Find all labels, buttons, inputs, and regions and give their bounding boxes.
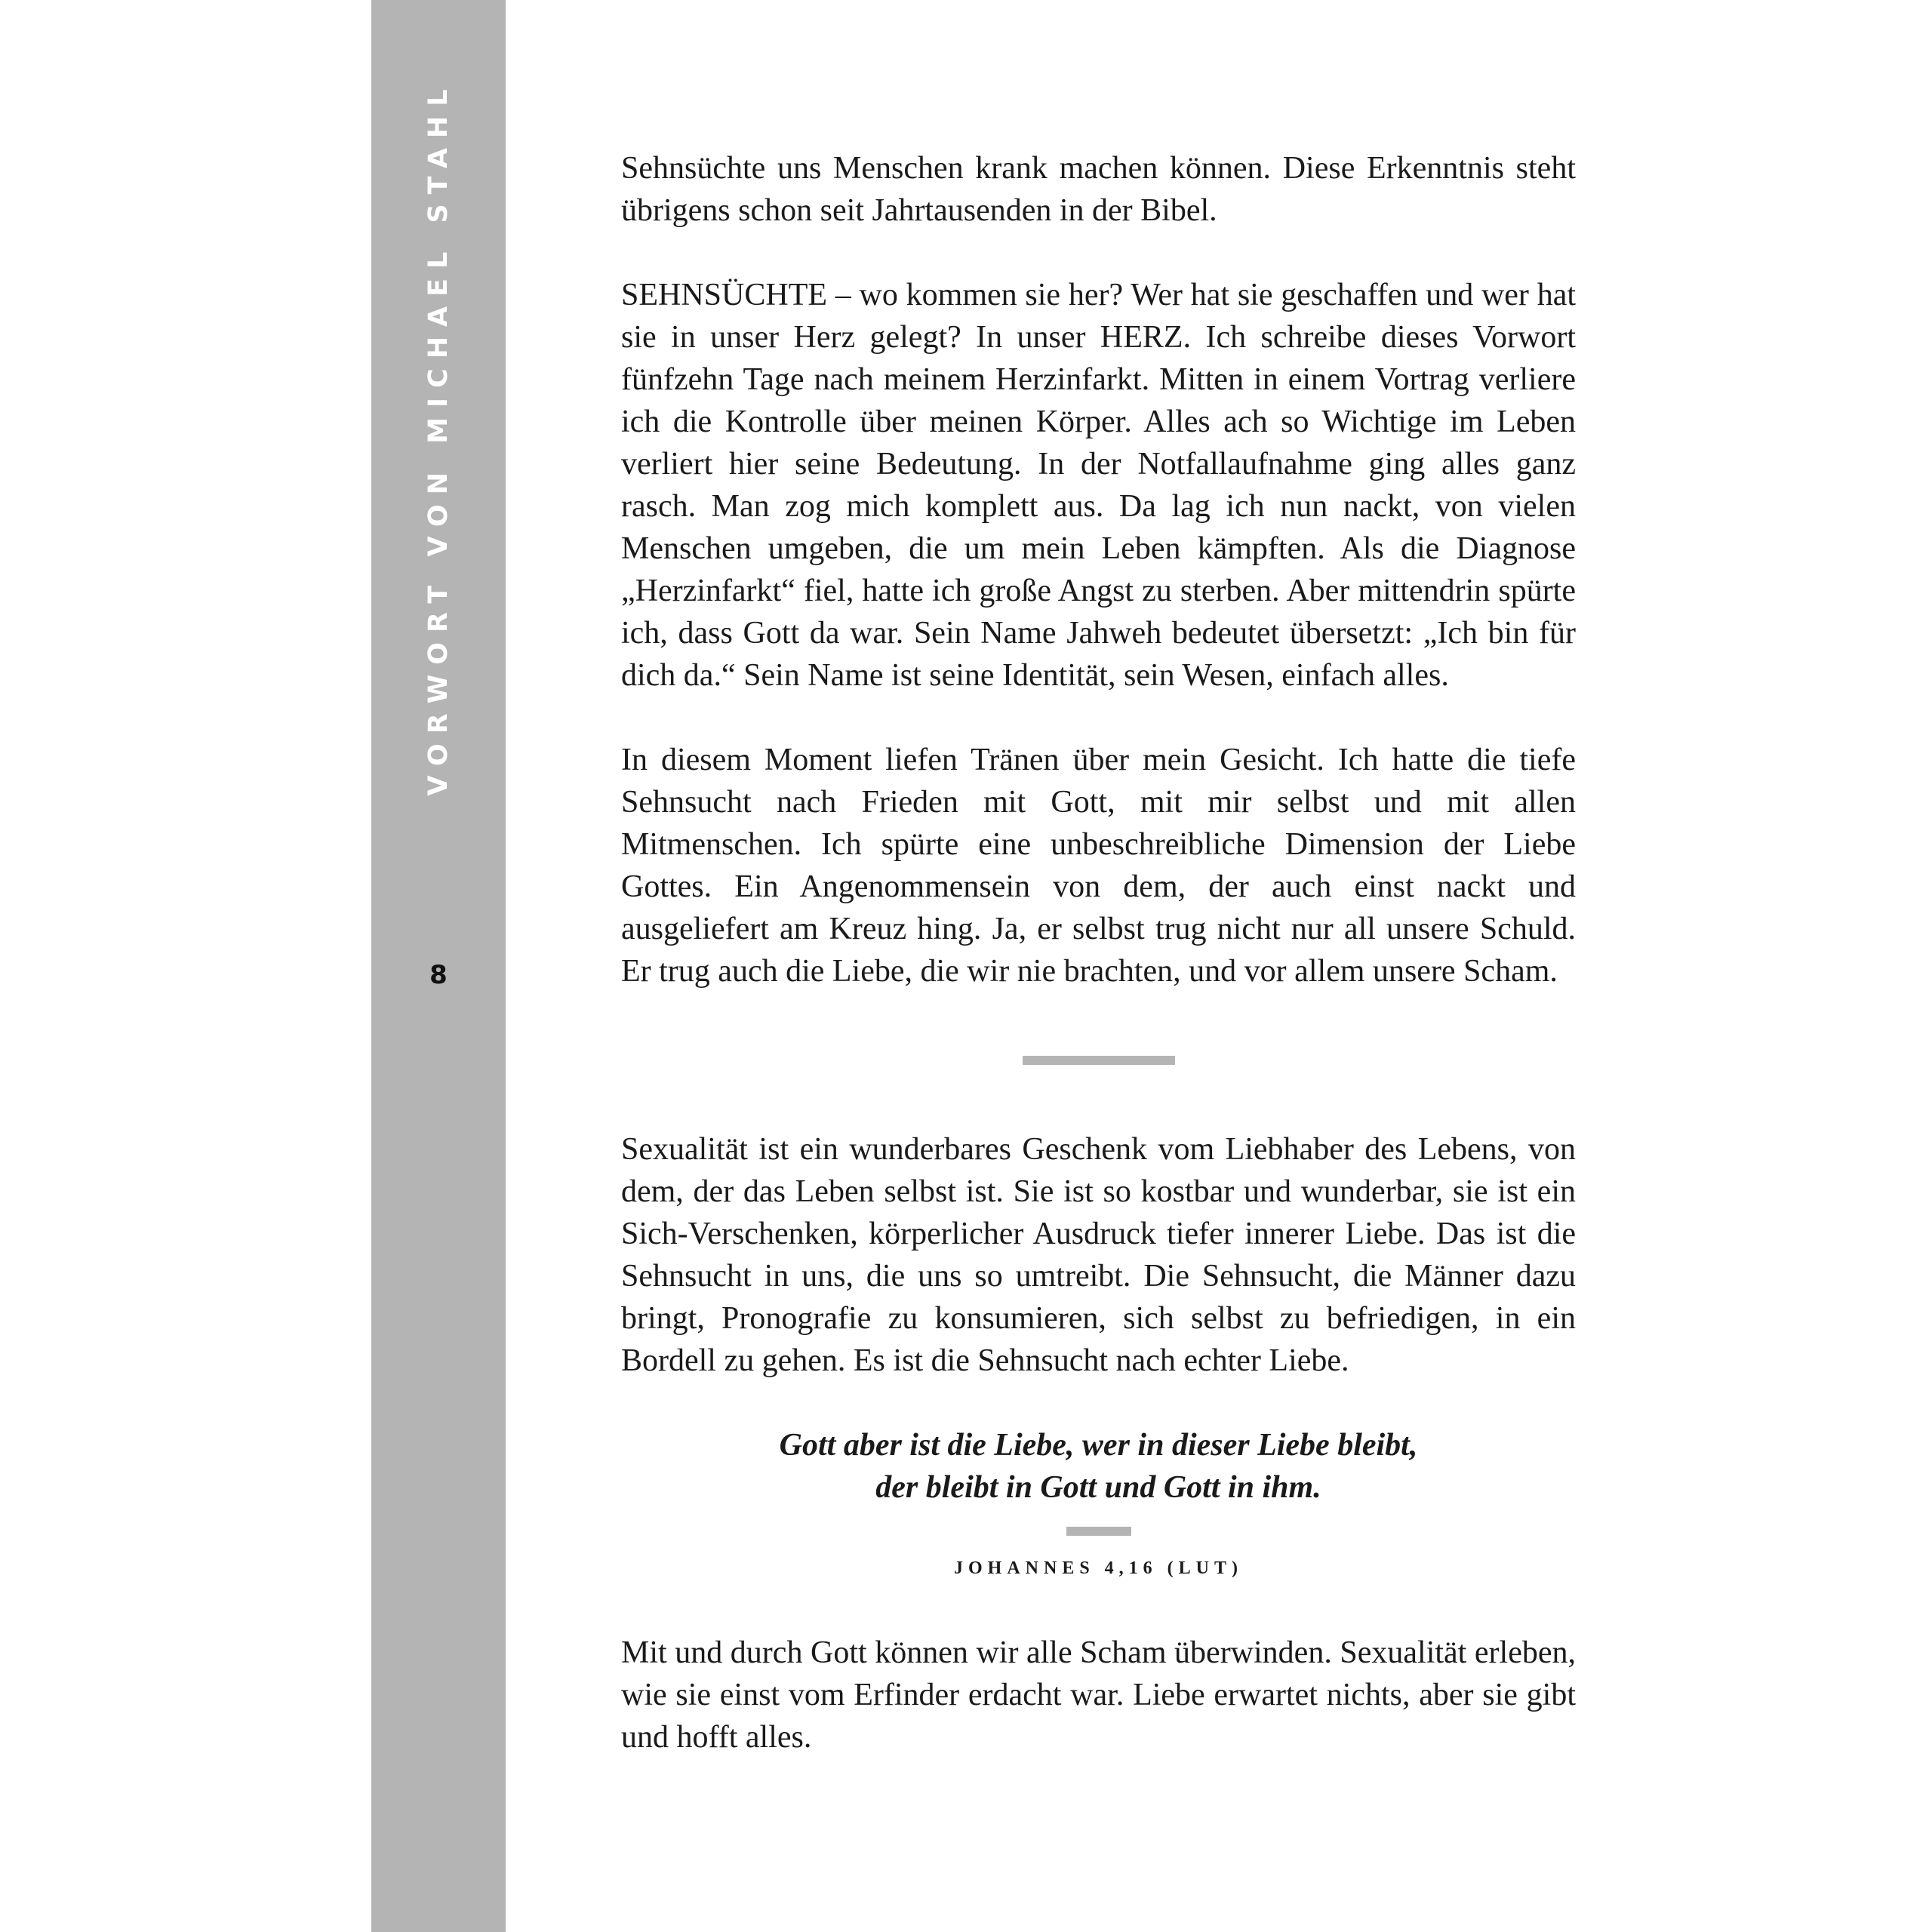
quote-line-2: der bleibt in Gott und Gott in ihm. — [875, 1470, 1321, 1505]
quote-divider — [1066, 1527, 1131, 1536]
bible-quote — [621, 1424, 1576, 1579]
paragraph-1: Sehnsüchte uns Menschen krank machen können. Diese Erkenntnis steht übrigens schon seit Jahrtausenden in der Bibel. — [621, 151, 1576, 228]
running-head: VORWORT VON MICHAEL STAHL — [423, 79, 454, 796]
paragraph-4: Sexualität ist ein wunderbares Geschenk vom Liebhaber des Lebens, von dem, der das Leben selbst ist. Sie ist so kostbar und wunderbar, sie ist ein Sich-Verschenken, körperlicher Ausdruck tiefer innerer Liebe. Das ist die Sehnsucht in uns, die uns so umtreibt. Die Sehnsucht, die Männer dazu bringt, Pronografie zu konsumieren, sich selbst zu befriedigen, in ein Bordell zu gehen. Es ist die Sehnsucht nach echter Liebe. — [621, 1132, 1576, 1378]
paragraph-2: SEHNSÜCHTE – wo kommen sie her? Wer hat sie geschaffen und wer hat sie in unser Herz gelegt? In unser HERZ. Ich schreibe dieses Vorwort fünfzehn Tage nach meinem Herzinfarkt. Mitten in einem Vortrag verliere ich die Kontrolle über meinen Körper. Alles ach so Wichtige im Leben verliert hier seine Bedeutung. In der Notfallaufnahme ging alles ganz rasch. Man zog mich komplett aus. Da lag ich nun nackt, von vielen Menschen umgeben, die um mein Leben kämpften. Als die Diagnose „Herzinfarkt“ fiel, hatte ich große Angst zu sterben. Aber mittendrin spürte ich, dass Gott da war. Sein Name Jahweh bedeutet übersetzt: „Ich bin für dich da.“ Sein Name ist seine Identität, sein Wesen, einfach alles. — [621, 278, 1576, 693]
paragraph-3: In diesem Moment liefen Tränen über mein Gesicht. Ich hatte die tiefe Sehnsucht nach Frieden mit Gott, mit mir selbst und mit allen Mitmenschen. Ich spürte eine unbeschreibliche Dimension der Liebe Gottes. Ein Angenommensein von dem, der auch einst nackt und ausgeliefert am Kreuz hing. Ja, er selbst trug nicht nur all unsere Schuld. Er trug auch die Liebe, die wir nie brachten, und vor allem unsere Scham. — [621, 743, 1576, 989]
section-divider — [1023, 1056, 1175, 1065]
paragraph-5: Mit und durch Gott können wir alle Scham überwinden. Sexualität erleben, wie sie einst vom Erfinder erdacht war. Liebe erwartet nichts, aber sie gibt und hofft alles. — [621, 1635, 1576, 1755]
quote-line-1: Gott aber ist die Liebe, wer in dieser Liebe bleibt, — [779, 1428, 1418, 1463]
page-body — [621, 147, 1576, 1758]
quote-reference: JOHANNES 4,16 (LUT) — [953, 1558, 1244, 1578]
page-number: 8 — [429, 960, 448, 990]
